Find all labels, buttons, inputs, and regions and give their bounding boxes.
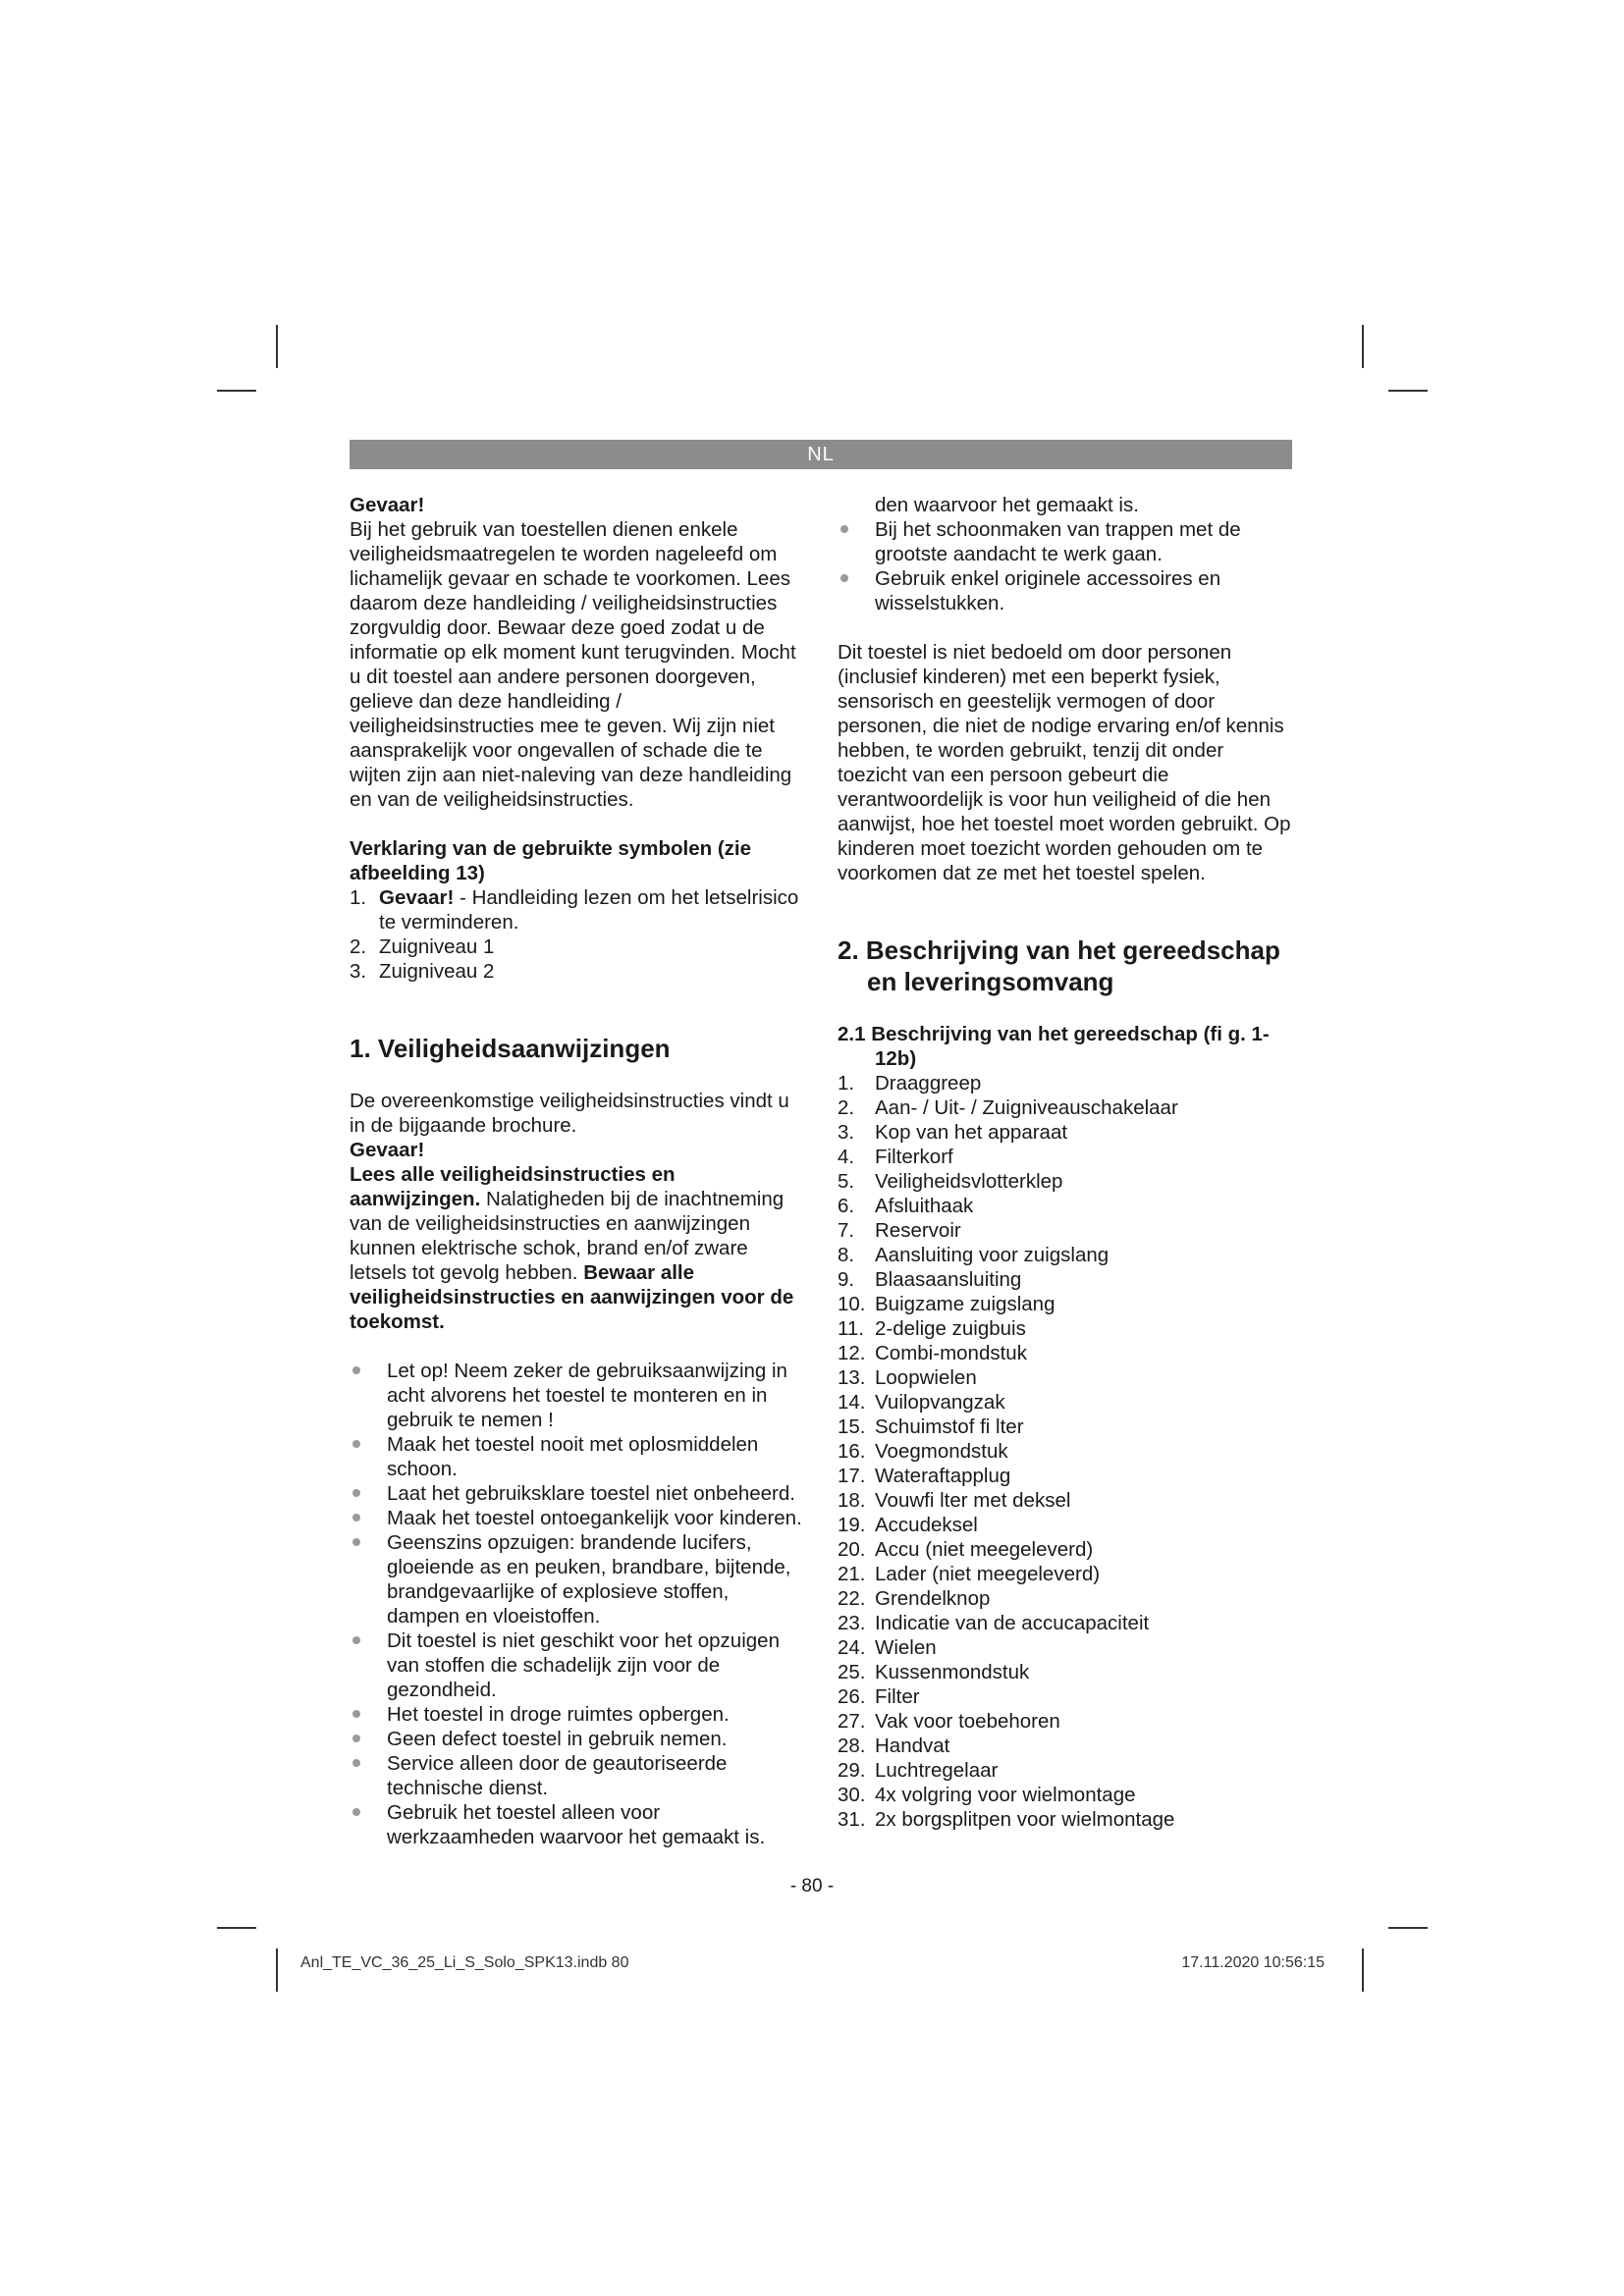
part-item: [838, 1218, 1294, 1243]
safety-bullet-list: [350, 1359, 803, 1849]
part-number: 18.: [838, 1489, 866, 1512]
part-number: 15.: [838, 1415, 866, 1438]
section-1-danger-label: Gevaar!: [350, 1139, 425, 1161]
symbol-number: 3.: [350, 960, 367, 983]
section-1-warning: [350, 1162, 803, 1334]
symbols-list: [350, 885, 803, 984]
subsection-2-1-heading: 2.1 Beschrijving van het gereedschap (fi g. 1-12b): [838, 1023, 1270, 1070]
part-label: Combi-mondstuk: [875, 1342, 1027, 1364]
part-number: 24.: [838, 1636, 866, 1659]
part-label: Schuimstof fi lter: [875, 1415, 1024, 1438]
part-label: Grendelknop: [875, 1587, 991, 1610]
left-column: [350, 493, 803, 1849]
part-label: 2-delige zuigbuis: [875, 1317, 1026, 1340]
part-item: [838, 1194, 1294, 1218]
safety-bullet: Maak het toestel nooit met oplosmiddelen schoon.: [350, 1432, 803, 1481]
part-label: Kop van het apparaat: [875, 1121, 1068, 1144]
part-item: [838, 1145, 1294, 1169]
safety-bullet: Gebruik het toestel alleen voor werkzaamheden waarvoor het gemaakt is.: [350, 1800, 803, 1849]
part-item: [838, 1660, 1294, 1684]
warning-bold-lead: Lees alle veiligheidsinstructies en aanwijzingen.: [350, 1163, 676, 1210]
part-label: Wateraftapplug: [875, 1465, 1011, 1487]
part-number: 3.: [838, 1121, 855, 1144]
right-column: [838, 493, 1294, 1832]
part-item: [838, 1537, 1294, 1562]
part-item: [838, 1464, 1294, 1488]
part-item: [838, 1562, 1294, 1586]
warning-bold-tail: Bewaar alle veiligheidsinstructies en aanwijzingen voor de toekomst.: [350, 1261, 794, 1333]
safety-bullet: Het toestel in droge ruimtes opbergen.: [350, 1702, 803, 1727]
part-number: 26.: [838, 1685, 866, 1708]
part-item: [838, 1341, 1294, 1365]
warning-text: Nalatigheden bij de inachtneming van de veiligheidsinstructies en aanwijzingen kunnen elektrische schok, brand en/of zware letsels tot gevolg hebben.: [350, 1188, 785, 1284]
part-number: 17.: [838, 1465, 866, 1487]
part-item: [838, 1071, 1294, 1095]
part-label: Filterkorf: [875, 1146, 953, 1168]
part-label: Wielen: [875, 1636, 937, 1659]
part-number: 9.: [838, 1268, 855, 1291]
part-label: Reservoir: [875, 1219, 961, 1242]
part-item: [838, 1807, 1294, 1832]
part-label: Accudeksel: [875, 1514, 978, 1536]
crop-mark: [1362, 1949, 1364, 1992]
part-number: 6.: [838, 1195, 855, 1217]
symbol-item: [350, 934, 803, 959]
crop-mark: [1362, 325, 1364, 368]
safety-bullet: Gebruik enkel originele accessoires en wisselstukken.: [838, 566, 1294, 615]
part-label: Loopwielen: [875, 1366, 977, 1389]
symbol-item: [350, 959, 803, 984]
part-item: [838, 1243, 1294, 1267]
part-item: [838, 1439, 1294, 1464]
crop-mark: [276, 1949, 278, 1992]
part-label: Kussenmondstuk: [875, 1661, 1030, 1683]
part-number: 4.: [838, 1146, 855, 1168]
part-number: 20.: [838, 1538, 866, 1561]
symbol-bold-label: Gevaar!: [379, 886, 455, 909]
symbol-text: Zuigniveau 1: [379, 935, 495, 958]
part-number: 7.: [838, 1219, 855, 1242]
safety-bullet: Bij het schoonmaken van trappen met de grootste aandacht te werk gaan.: [838, 517, 1294, 566]
children-warning-paragraph: Dit toestel is niet bedoeld om door personen (inclusief kinderen) met een beperkt fysiek, sensorisch en geestelijk vermogen of door personen, die niet de nodige ervaring en/of kennis hebben, te worden gebruikt, tenzij dit onder toezicht van een persoon gebeurt die verantwoordelijk is voor hun veiligheid of die hen aanwijst, hoe het toestel moet worden gebruikt. Op kinderen moet toezicht worden gehouden om te voorkomen dat ze met het toestel spelen.: [838, 641, 1291, 884]
part-label: Lader (niet meegeleverd): [875, 1563, 1101, 1585]
crop-mark: [1388, 390, 1428, 392]
part-item: [838, 1758, 1294, 1783]
footer-timestamp: 17.11.2020 10:56:15: [1181, 1954, 1325, 1971]
safety-bullet: Geen defect toestel in gebruik nemen.: [350, 1727, 803, 1751]
part-label: 2x borgsplitpen voor wielmontage: [875, 1808, 1175, 1831]
safety-bullet: Service alleen door de geautoriseerde technische dienst.: [350, 1751, 803, 1800]
symbol-text: - Handleiding lezen om het letselrisico te verminderen.: [379, 886, 799, 934]
part-item: [838, 1488, 1294, 1513]
bullet-continuation: den waarvoor het gemaakt is.: [875, 494, 1139, 516]
section-2-heading: 2. Beschrijving van het gereedschap en leveringsomvang: [838, 935, 1280, 996]
part-number: 5.: [838, 1170, 855, 1193]
part-label: Aansluiting voor zuigslang: [875, 1244, 1110, 1266]
part-label: Accu (niet meegeleverd): [875, 1538, 1094, 1561]
part-item: [838, 1611, 1294, 1635]
part-number: 31.: [838, 1808, 866, 1831]
language-header-bar: NL: [350, 440, 1292, 469]
part-label: Vak voor toebehoren: [875, 1710, 1060, 1733]
part-label: Luchtregelaar: [875, 1759, 999, 1782]
part-label: Afsluithaak: [875, 1195, 974, 1217]
part-number: 2.: [838, 1096, 855, 1119]
crop-mark: [217, 390, 256, 392]
part-label: Buigzame zuigslang: [875, 1293, 1056, 1315]
part-number: 13.: [838, 1366, 866, 1389]
crop-mark: [276, 325, 278, 368]
part-number: 25.: [838, 1661, 866, 1683]
part-item: [838, 1635, 1294, 1660]
safety-bullet: Dit toestel is niet geschikt voor het opzuigen van stoffen die schadelijk zijn voor de gezondheid.: [350, 1629, 803, 1702]
part-label: Draaggreep: [875, 1072, 982, 1095]
danger-title: Gevaar!: [350, 494, 425, 516]
part-item: [838, 1292, 1294, 1316]
part-number: 1.: [838, 1072, 855, 1095]
part-item: [838, 1734, 1294, 1758]
part-number: 8.: [838, 1244, 855, 1266]
part-number: 19.: [838, 1514, 866, 1536]
section-1-heading: 1. Veiligheidsaanwijzingen: [350, 1034, 671, 1063]
safety-bullet-list-continued: [838, 493, 1294, 615]
part-number: 29.: [838, 1759, 866, 1782]
symbols-heading: Verklaring van de gebruikte symbolen (zie afbeelding 13): [350, 837, 751, 884]
part-number: 14.: [838, 1391, 866, 1414]
part-label: Filter: [875, 1685, 920, 1708]
parts-list: [838, 1071, 1294, 1832]
part-item: [838, 1365, 1294, 1390]
part-number: 21.: [838, 1563, 866, 1585]
symbol-number: 1.: [350, 886, 367, 909]
part-label: 4x volgring voor wielmontage: [875, 1784, 1136, 1806]
part-item: [838, 1169, 1294, 1194]
danger-paragraph: Bij het gebruik van toestellen dienen enkele veiligheidsmaatregelen te worden nageleefd om lichamelijk gevaar en schade te voorkomen. Lees daarom deze handleiding / veiligheidsinstructies zorgvuldig door. Bewaar deze goed zodat u de informatie op elk moment kunt terugvinden. Mocht u dit toestel aan andere personen doorgeven, gelieve dan deze handleiding / veiligheidsinstructies mee te geven. Wij zijn niet aansprakelijk voor ongevallen of schade die te wijten zijn aan niet-naleving van deze handleiding en van de veiligheidsinstructies.: [350, 518, 796, 811]
crop-mark: [1388, 1927, 1428, 1929]
part-label: Blaasaansluiting: [875, 1268, 1022, 1291]
part-number: 30.: [838, 1784, 866, 1806]
part-label: Veiligheidsvlotterklep: [875, 1170, 1063, 1193]
part-item: [838, 1120, 1294, 1145]
part-item: [838, 1415, 1294, 1439]
part-number: 28.: [838, 1735, 866, 1757]
part-number: 22.: [838, 1587, 866, 1610]
part-number: 27.: [838, 1710, 866, 1733]
part-item: [838, 1316, 1294, 1341]
part-label: Aan- / Uit- / Zuigniveauschakelaar: [875, 1096, 1178, 1119]
safety-bullet: Let op! Neem zeker de gebruiksaanwijzing in acht alvorens het toestel te monteren en in gebruik te nemen !: [350, 1359, 803, 1432]
safety-bullet: Maak het toestel ontoegankelijk voor kinderen.: [350, 1506, 803, 1530]
part-item: [838, 1267, 1294, 1292]
part-item: [838, 1513, 1294, 1537]
page-number: - 80 -: [789, 1876, 835, 1896]
section-1-intro: De overeenkomstige veiligheidsinstructies vindt u in de bijgaande brochure.: [350, 1090, 789, 1137]
part-item: [838, 1095, 1294, 1120]
footer-filename: Anl_TE_VC_36_25_Li_S_Solo_SPK13.indb 80: [300, 1954, 629, 1971]
safety-bullet: Laat het gebruiksklare toestel niet onbeheerd.: [350, 1481, 803, 1506]
crop-mark: [217, 1927, 256, 1929]
part-label: Vouwfi lter met deksel: [875, 1489, 1071, 1512]
part-number: 12.: [838, 1342, 866, 1364]
safety-bullet: Geenszins opzuigen: brandende lucifers, gloeiende as en peuken, brandbare, bijtende, brandgevaarlijke of explosieve stoffen, dampen en vloeistoffen.: [350, 1530, 803, 1629]
symbol-text: Zuigniveau 2: [379, 960, 495, 983]
part-label: Indicatie van de accucapaciteit: [875, 1612, 1150, 1634]
part-item: [838, 1390, 1294, 1415]
part-number: 16.: [838, 1440, 866, 1463]
part-number: 23.: [838, 1612, 866, 1634]
part-label: Handvat: [875, 1735, 950, 1757]
part-item: [838, 1586, 1294, 1611]
part-item: [838, 1783, 1294, 1807]
part-item: [838, 1709, 1294, 1734]
symbol-number: 2.: [350, 935, 367, 958]
symbol-item: [350, 885, 803, 934]
part-number: 10.: [838, 1293, 866, 1315]
part-label: Voegmondstuk: [875, 1440, 1008, 1463]
part-number: 11.: [838, 1317, 864, 1340]
part-item: [838, 1684, 1294, 1709]
part-label: Vuilopvangzak: [875, 1391, 1005, 1414]
